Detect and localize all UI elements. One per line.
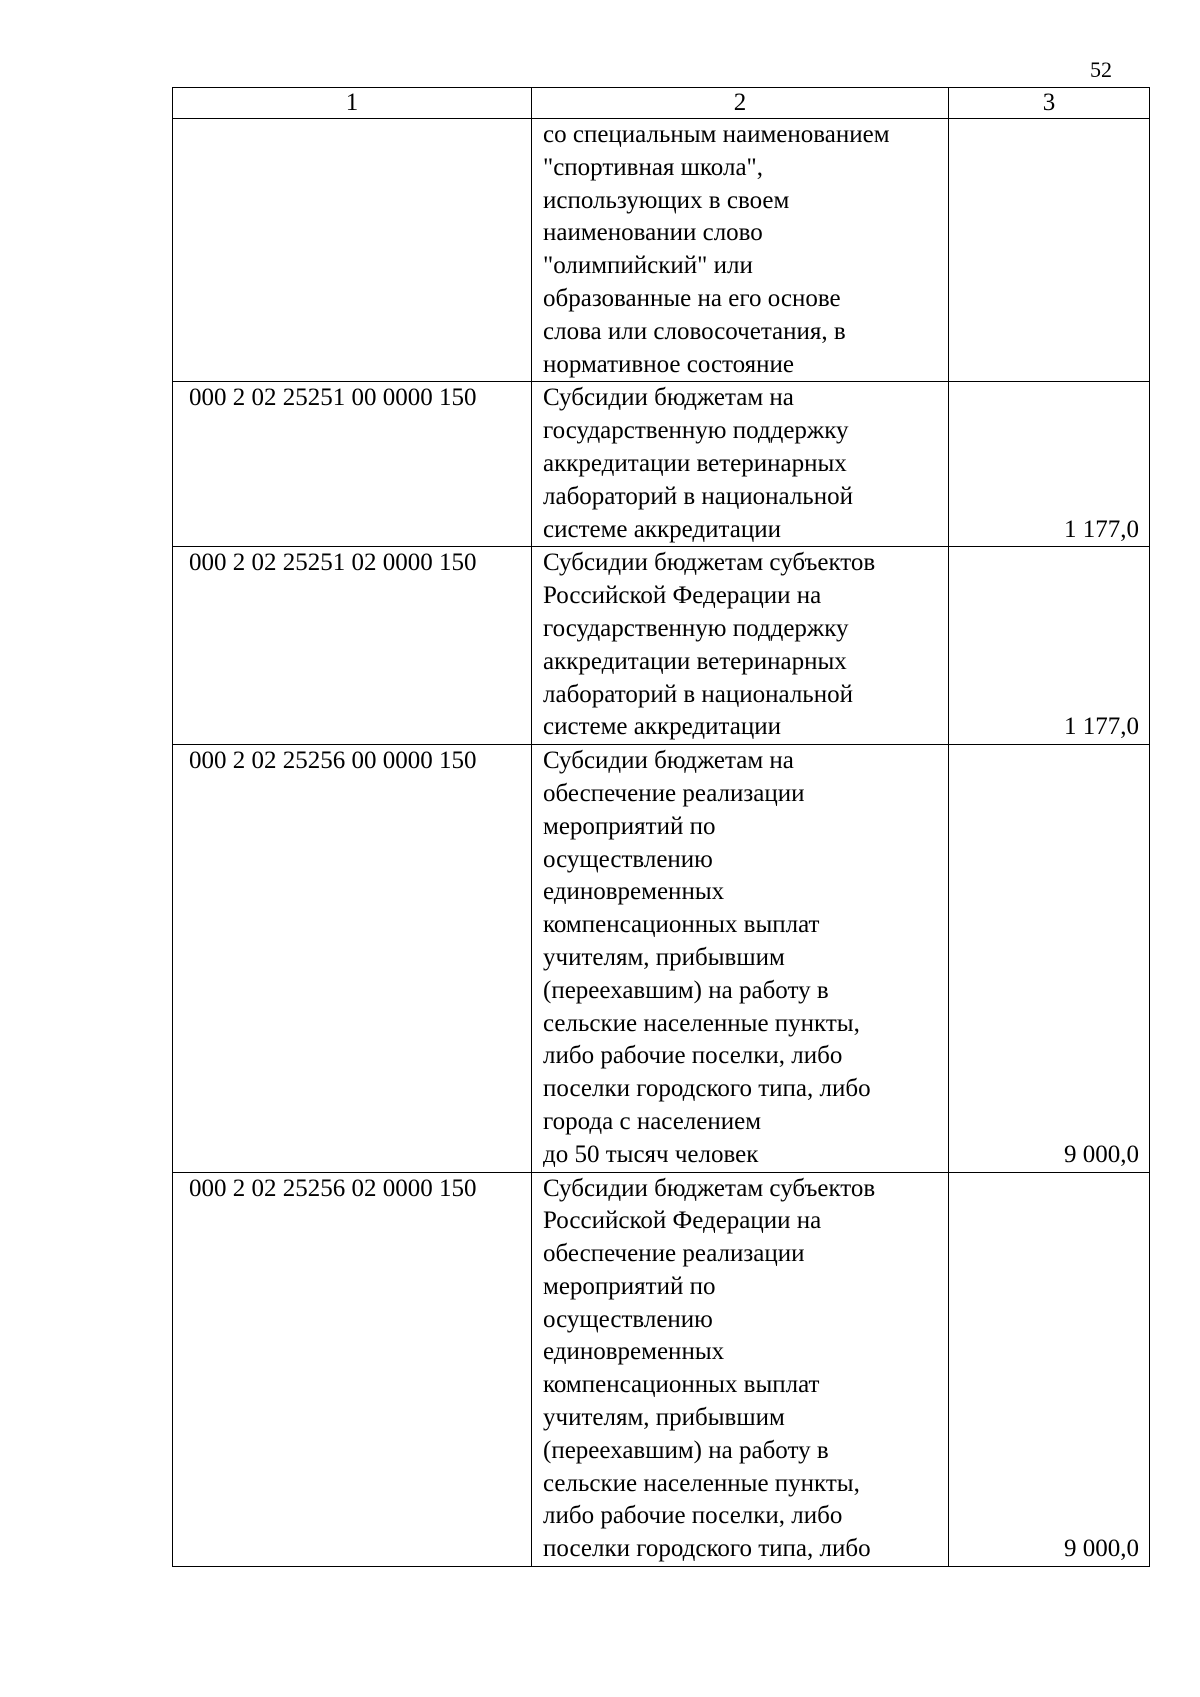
description-line: Субсидии бюджетам на	[543, 747, 794, 775]
row-code: 000 2 02 25251 00 0000 150	[173, 382, 532, 547]
row-amount: 9 000,0	[949, 1172, 1150, 1567]
row-code	[173, 119, 532, 382]
description-line: Российской Федерации на	[543, 582, 822, 610]
row-code: 000 2 02 25256 02 0000 150	[173, 1172, 532, 1567]
row-description	[532, 745, 949, 1172]
description-line: системе аккредитации	[543, 713, 781, 741]
description-line: аккредитации ветеринарных	[543, 449, 847, 477]
description-line: либо рабочие поселки, либо	[543, 1042, 843, 1070]
description-line: учителям, прибывшим	[543, 1404, 785, 1432]
row-description	[532, 547, 949, 745]
description-line: Российской Федерации на	[543, 1207, 822, 1235]
description-line: до 50 тысяч человек	[543, 1140, 759, 1168]
row-amount	[949, 119, 1150, 382]
description-line: сельские населенные пункты,	[543, 1469, 860, 1497]
description-line: лабораторий в национальной	[543, 680, 853, 708]
description-line: использующих в своем	[543, 186, 790, 214]
description-line: компенсационных выплат	[543, 911, 820, 939]
description-line: обеспечение реализации	[543, 1240, 805, 1268]
table-row	[173, 547, 1150, 745]
description-line: поселки городского типа, либо	[543, 1075, 871, 1103]
column-header-2: 2	[532, 88, 949, 119]
description-line: системе аккредитации	[543, 515, 781, 543]
description-line: Субсидии бюджетам на	[543, 384, 794, 412]
table-row	[173, 382, 1150, 547]
row-code: 000 2 02 25256 00 0000 150	[173, 745, 532, 1172]
description-line: Субсидии бюджетам субъектов	[543, 549, 876, 577]
page-number: 52	[1090, 57, 1112, 82]
description-line: сельские населенные пункты,	[543, 1009, 860, 1037]
description-line: единовременных	[543, 1338, 725, 1366]
description-line: осуществлению	[543, 845, 713, 873]
description-line: мероприятий по	[543, 1272, 716, 1300]
description-line: либо рабочие поселки, либо	[543, 1502, 843, 1530]
description-line: лабораторий в национальной	[543, 482, 853, 510]
description-line: нормативное состояние	[543, 350, 795, 378]
table-row	[173, 119, 1150, 382]
description-line: единовременных	[543, 878, 725, 906]
row-amount: 9 000,0	[949, 745, 1150, 1172]
description-line: слова или словосочетания, в	[543, 317, 846, 345]
description-line: наименовании слово	[543, 219, 763, 247]
description-line: города с населением	[543, 1107, 762, 1135]
description-line: "олимпийский" или	[543, 252, 753, 280]
row-code: 000 2 02 25251 02 0000 150	[173, 547, 532, 745]
table-row	[173, 1172, 1150, 1567]
description-line: осуществлению	[543, 1305, 713, 1333]
table-header-row	[173, 88, 1150, 119]
description-line: (переехавшим) на работу в	[543, 1436, 829, 1464]
column-header-3: 3	[949, 88, 1150, 119]
description-line: (переехавшим) на работу в	[543, 976, 829, 1004]
description-line: "спортивная школа",	[543, 153, 764, 181]
description-line: со специальным наименованием	[543, 121, 890, 148]
description-line: компенсационных выплат	[543, 1371, 820, 1399]
row-description	[532, 1172, 949, 1567]
description-line: мероприятий по	[543, 812, 716, 840]
budget-table	[172, 87, 1150, 1567]
description-line: Субсидии бюджетам субъектов	[543, 1174, 876, 1202]
table-row	[173, 745, 1150, 1172]
row-amount: 1 177,0	[949, 547, 1150, 745]
description-line: государственную поддержку	[543, 417, 849, 445]
description-line: обеспечение реализации	[543, 779, 805, 807]
description-line: аккредитации ветеринарных	[543, 647, 847, 675]
description-line: государственную поддержку	[543, 614, 849, 642]
row-description	[532, 119, 949, 382]
description-line: образованные на его основе	[543, 284, 841, 312]
row-description	[532, 382, 949, 547]
row-amount: 1 177,0	[949, 382, 1150, 547]
description-line: учителям, прибывшим	[543, 943, 785, 971]
column-header-1: 1	[173, 88, 532, 119]
description-line: поселки городского типа, либо	[543, 1535, 871, 1563]
